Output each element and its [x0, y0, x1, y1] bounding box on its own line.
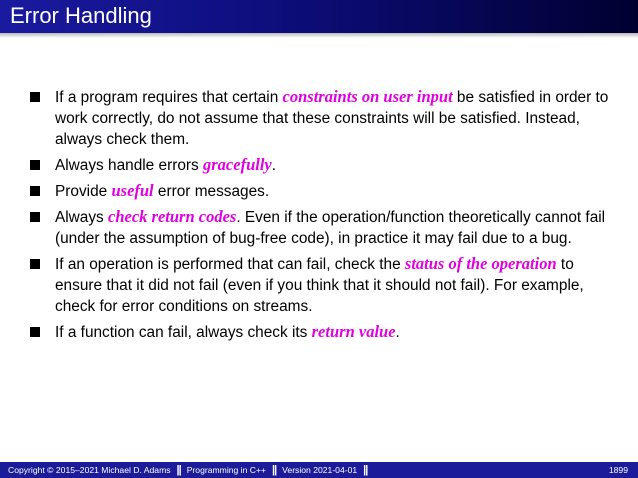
- emphasized-text: check return codes: [108, 207, 237, 226]
- bullet-text: be satisfied in order to work correctly, do not assume that these constraints will be satisfied. Instead, always check them.: [55, 89, 609, 148]
- bullet-list: [25, 86, 625, 343]
- emphasized-text: constraints on user input: [282, 87, 453, 106]
- bullet-item: [25, 321, 625, 343]
- bullet-text: If a function can fail, always check its: [55, 324, 312, 341]
- emphasized-text: status of the operation: [404, 254, 557, 273]
- bullet-text: Provide: [55, 183, 112, 200]
- emphasized-text: gracefully: [203, 155, 272, 174]
- bullet-item: [25, 154, 625, 176]
- footer-separator: ||: [363, 464, 368, 476]
- bullet-text: to ensure that it did not fail (even if you think that it should not fail). For example, check for error conditions on streams.: [55, 256, 584, 315]
- bullet-square-icon: [30, 92, 40, 102]
- bullet-text: Always: [55, 209, 109, 226]
- footer-course: Programming in C++: [186, 465, 266, 475]
- page-number: 1899: [608, 465, 628, 475]
- footer-version: Version 2021-04-01: [282, 465, 358, 475]
- bullet-text: .: [271, 157, 277, 174]
- bullet-square-icon: [30, 186, 40, 196]
- footer-separator: ||: [272, 464, 277, 476]
- slide-content: [25, 86, 625, 347]
- bullet-text: error messages.: [153, 183, 270, 200]
- footer-separator: ||: [176, 464, 181, 476]
- bullet-text: If a program requires that certain: [55, 89, 283, 106]
- bullet-item: [25, 86, 625, 150]
- bullet-square-icon: [30, 212, 40, 222]
- bullet-square-icon: [30, 259, 40, 269]
- emphasized-text: return value: [311, 322, 396, 341]
- bullet-square-icon: [30, 160, 40, 170]
- title-shadow: [0, 33, 638, 38]
- bullet-item: [25, 180, 625, 202]
- bullet-text: If an operation is performed that can fail, check the: [55, 256, 405, 273]
- bullet-item: [25, 253, 625, 317]
- bullet-text: .: [395, 324, 400, 341]
- bullet-text: Always handle errors: [55, 157, 203, 174]
- bullet-text: . Even if the operation/function theoretically cannot fail (under the assumption of bug-free code), in practice it may fail due to a bug.: [55, 209, 606, 247]
- emphasized-text: useful: [111, 181, 154, 200]
- footer-bar: [0, 462, 638, 478]
- slide-title: Error Handling: [10, 3, 152, 28]
- footer-copyright: Copyright © 2015–2021 Michael D. Adams: [8, 465, 171, 475]
- bullet-item: [25, 206, 625, 249]
- title-bar: [0, 0, 638, 33]
- bullet-square-icon: [30, 327, 40, 337]
- footer-info: [8, 462, 373, 478]
